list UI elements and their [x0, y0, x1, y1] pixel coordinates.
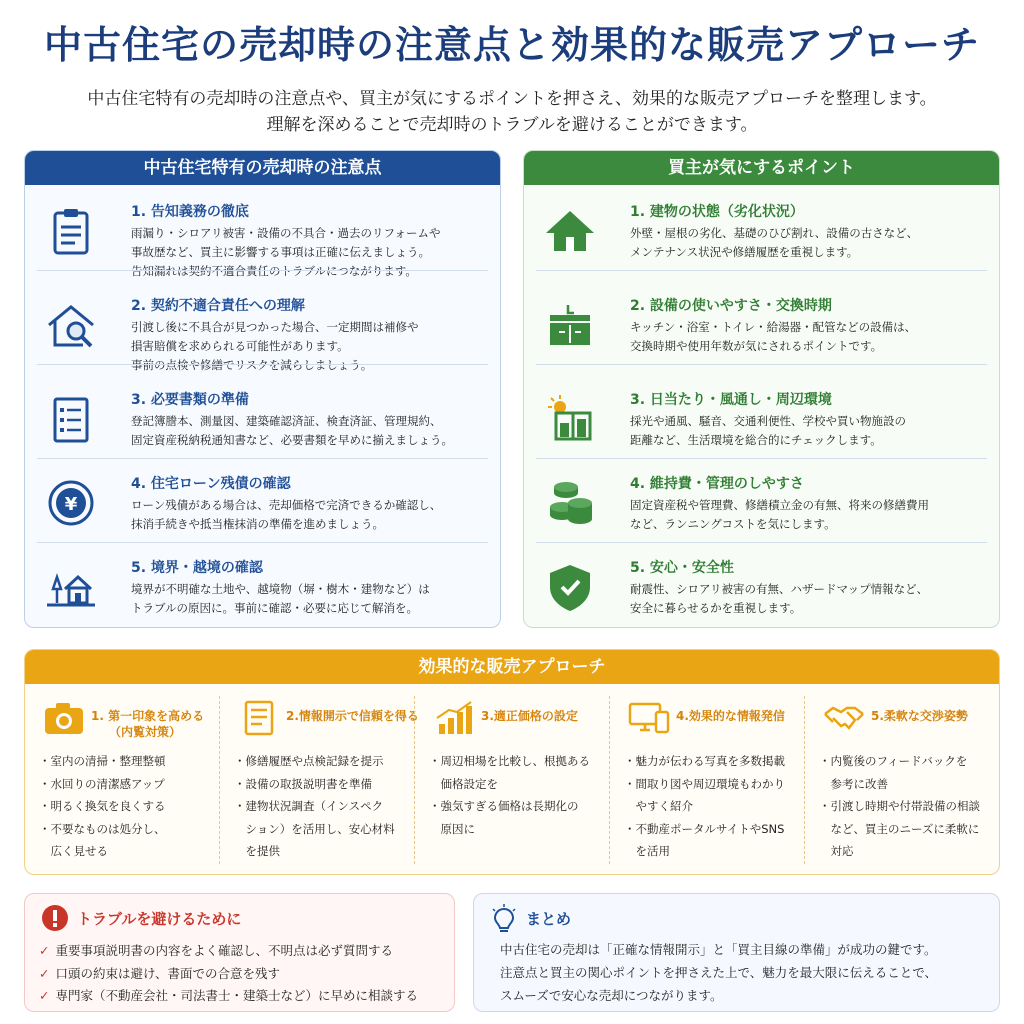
coins-icon	[542, 475, 598, 531]
sales-approach-heading: 効果的な販売アプローチ	[25, 650, 999, 684]
lightbulb-icon	[490, 904, 518, 934]
trouble-item: ✓ 専門家（不動産会社・司法書士・建築士など）に早めに相談する	[39, 988, 418, 1003]
approach-column-list: ・室内の清掃・整理整頓 ・水回りの清潔感アップ ・明るく換気を良くする ・不要なものは処分し、 広く見せる	[39, 754, 166, 858]
caution-item-title: 2. 契約不適合責任への理解	[131, 298, 305, 314]
summary-text: 中古住宅の売却は「正確な情報開示」と「買主目線の準備」が成功の鍵です。 注意点と買主の関心ポイントを押さえた上で、魅力を最大限に伝えることで、 スムーズで安心な売却につながります。	[500, 942, 938, 1003]
boundary-house-icon	[43, 559, 99, 615]
caution-item	[25, 459, 500, 543]
buyer-point-text: 外壁・屋根の劣化、基礎のひび割れ、設備の古さなど、 メンテナンス状況や修繕履歴を重視します。	[630, 226, 919, 259]
trouble-title: トラブルを避けるために	[77, 910, 242, 928]
yen-coin-icon	[43, 475, 99, 531]
buyer-point-text: 固定資産税や管理費、修繕積立金の有無、将来の修繕費用 など、ランニングコストを気にします。	[630, 498, 929, 531]
checklist-icon	[238, 700, 280, 736]
sun-window-icon	[542, 391, 598, 447]
caution-item	[25, 281, 500, 372]
caution-item-title: 3. 必要書類の準備	[131, 392, 249, 408]
buyer-points-panel-heading: 買主が気にするポイント	[524, 151, 999, 185]
approach-column-title: 3.適正価格の設定	[481, 709, 578, 723]
approach-column-list: ・修繕履歴や点検記録を提示 ・設備の取扱説明書を準備 ・建物状況調査（インスペク ション）を活用し、安心材料 を提供	[234, 754, 395, 858]
devices-icon	[628, 700, 670, 736]
handshake-icon	[823, 700, 865, 736]
buyer-point-title: 2. 設備の使いやすさ・交換時期	[630, 298, 832, 314]
buyer-point-title: 4. 維持費・管理のしやすさ	[630, 476, 804, 492]
buyer-points-panel	[523, 150, 1000, 628]
approach-column-title: 4.効果的な情報発信	[676, 709, 785, 723]
buyer-point-item	[524, 543, 999, 627]
approach-column-title: 1. 第一印象を高める （内覧対策）	[91, 709, 205, 739]
buyer-point-title: 5. 安心・安全性	[630, 560, 734, 576]
buyer-point-item	[524, 375, 999, 459]
house-search-icon	[43, 297, 99, 353]
buyer-point-title: 3. 日当たり・風通し・周辺環境	[630, 392, 832, 408]
caution-item-text: ローン残債がある場合は、売却価格で完済できるか確認し、 抹消手続きや抵当権抹消の準備を進めましょう。	[131, 498, 442, 531]
trouble-item: ✓ 口頭の約束は避け、書面での合意を残す	[39, 965, 280, 981]
exclamation-icon	[41, 904, 69, 932]
buyer-point-item	[524, 459, 999, 543]
approach-column	[220, 688, 419, 868]
check-icon: ✓	[39, 988, 50, 1003]
house-icon	[542, 203, 598, 259]
approach-column	[415, 688, 610, 868]
buyer-point-text: 耐震性、シロアリ被害の有無、ハザードマップ情報など、 安全に暮らせるかを重視します。	[630, 582, 929, 615]
trouble-item: ✓ 重要事項説明書の内容をよく確認し、不明点は必ず質問する	[39, 943, 393, 958]
caution-panel-heading: 中古住宅特有の売却時の注意点	[25, 151, 500, 185]
approach-column	[25, 688, 220, 868]
approach-column-list: ・魅力が伝わる写真を多数掲載 ・間取り図や周辺環境もわかり やすく紹介 ・不動産ポータルサイトやSNS を活用	[624, 754, 785, 858]
approach-column-list: ・周辺相場を比較し、根拠ある 価格設定を ・強気すぎる価格は長期化の 原因に	[429, 754, 590, 836]
approach-column	[610, 688, 805, 868]
sales-approach-panel	[24, 649, 1000, 875]
summary-box	[473, 893, 1000, 1012]
check-icon: ✓	[39, 965, 50, 981]
document-list-icon	[43, 391, 99, 447]
clipboard-icon	[43, 203, 99, 259]
camera-icon	[43, 700, 85, 736]
caution-item-text: 境界が不明確な土地や、越境物（塀・樹木・建物など）は トラブルの原因に。事前に確認・必要に応じて解消を。	[131, 582, 430, 615]
caution-item-text: 雨漏り・シロアリ被害・設備の不具合・過去のリフォームや 事故歴など、買主に影響する事項は正確に伝えましょう。 告知漏れは契約不適合責任のトラブルにつながります。	[131, 226, 441, 278]
caution-item-text: 引渡し後に不具合が見つかった場合、一定期間は補修や 損害賠償を求められる可能性があります。 事前の点検や修繕でリスクを減らしましょう。	[131, 320, 419, 372]
svg-text:¥: ¥	[64, 494, 78, 515]
summary-title: まとめ	[526, 910, 572, 928]
approach-column	[805, 688, 1000, 868]
check-icon: ✓	[39, 943, 50, 958]
buyer-point-item	[524, 281, 999, 365]
buyer-point-text: 採光や通風、騒音、交通利便性、学校や買い物施設の 距離など、生活環境を総合的にチェックします。	[630, 414, 906, 447]
caution-item	[25, 187, 500, 278]
approach-column-title: 5.柔軟な交渉姿勢	[871, 709, 968, 723]
kitchen-icon	[542, 297, 598, 353]
trouble-check-list	[39, 940, 418, 1008]
page-subtitle-line1: 中古住宅特有の売却時の注意点や、買主が気にするポイントを押さえ、効果的な販売アプローチを整理します。	[87, 89, 937, 109]
caution-panel	[24, 150, 501, 628]
caution-item-title: 4. 住宅ローン残債の確認	[131, 476, 291, 492]
buyer-point-title: 1. 建物の状態（劣化状況）	[630, 204, 804, 220]
page-title: 中古住宅の売却時の注意点と効果的な販売アプローチ	[43, 23, 980, 67]
caution-item-text: 登記簿謄本、測量図、建築確認済証、検査済証、管理規約、 固定資産税納税通知書など、必要書類を早めに揃えましょう。	[131, 414, 453, 447]
approach-column-list: ・内覧後のフィードバックを 参考に改善 ・引渡し時期や付帯設備の相談 など、買主のニーズに柔軟に 対応	[819, 754, 980, 858]
caution-item	[25, 375, 500, 459]
caution-item-title: 5. 境界・越境の確認	[131, 560, 263, 576]
trouble-avoidance-box	[24, 893, 455, 1012]
buyer-point-item	[524, 187, 999, 271]
buyer-point-text: キッチン・浴室・トイレ・給湯器・配管などの設備は、 交換時期や使用年数が気にされるポイントです。	[630, 320, 917, 353]
caution-item	[25, 543, 500, 627]
growth-chart-icon	[433, 700, 475, 736]
page-subtitle-line2: 理解を深めることで売却時のトラブルを避けることができます。	[266, 115, 758, 135]
caution-item-title: 1. 告知義務の徹底	[131, 204, 249, 220]
approach-column-title: 2.情報開示で信頼を得る	[286, 709, 419, 723]
shield-icon	[542, 559, 598, 615]
